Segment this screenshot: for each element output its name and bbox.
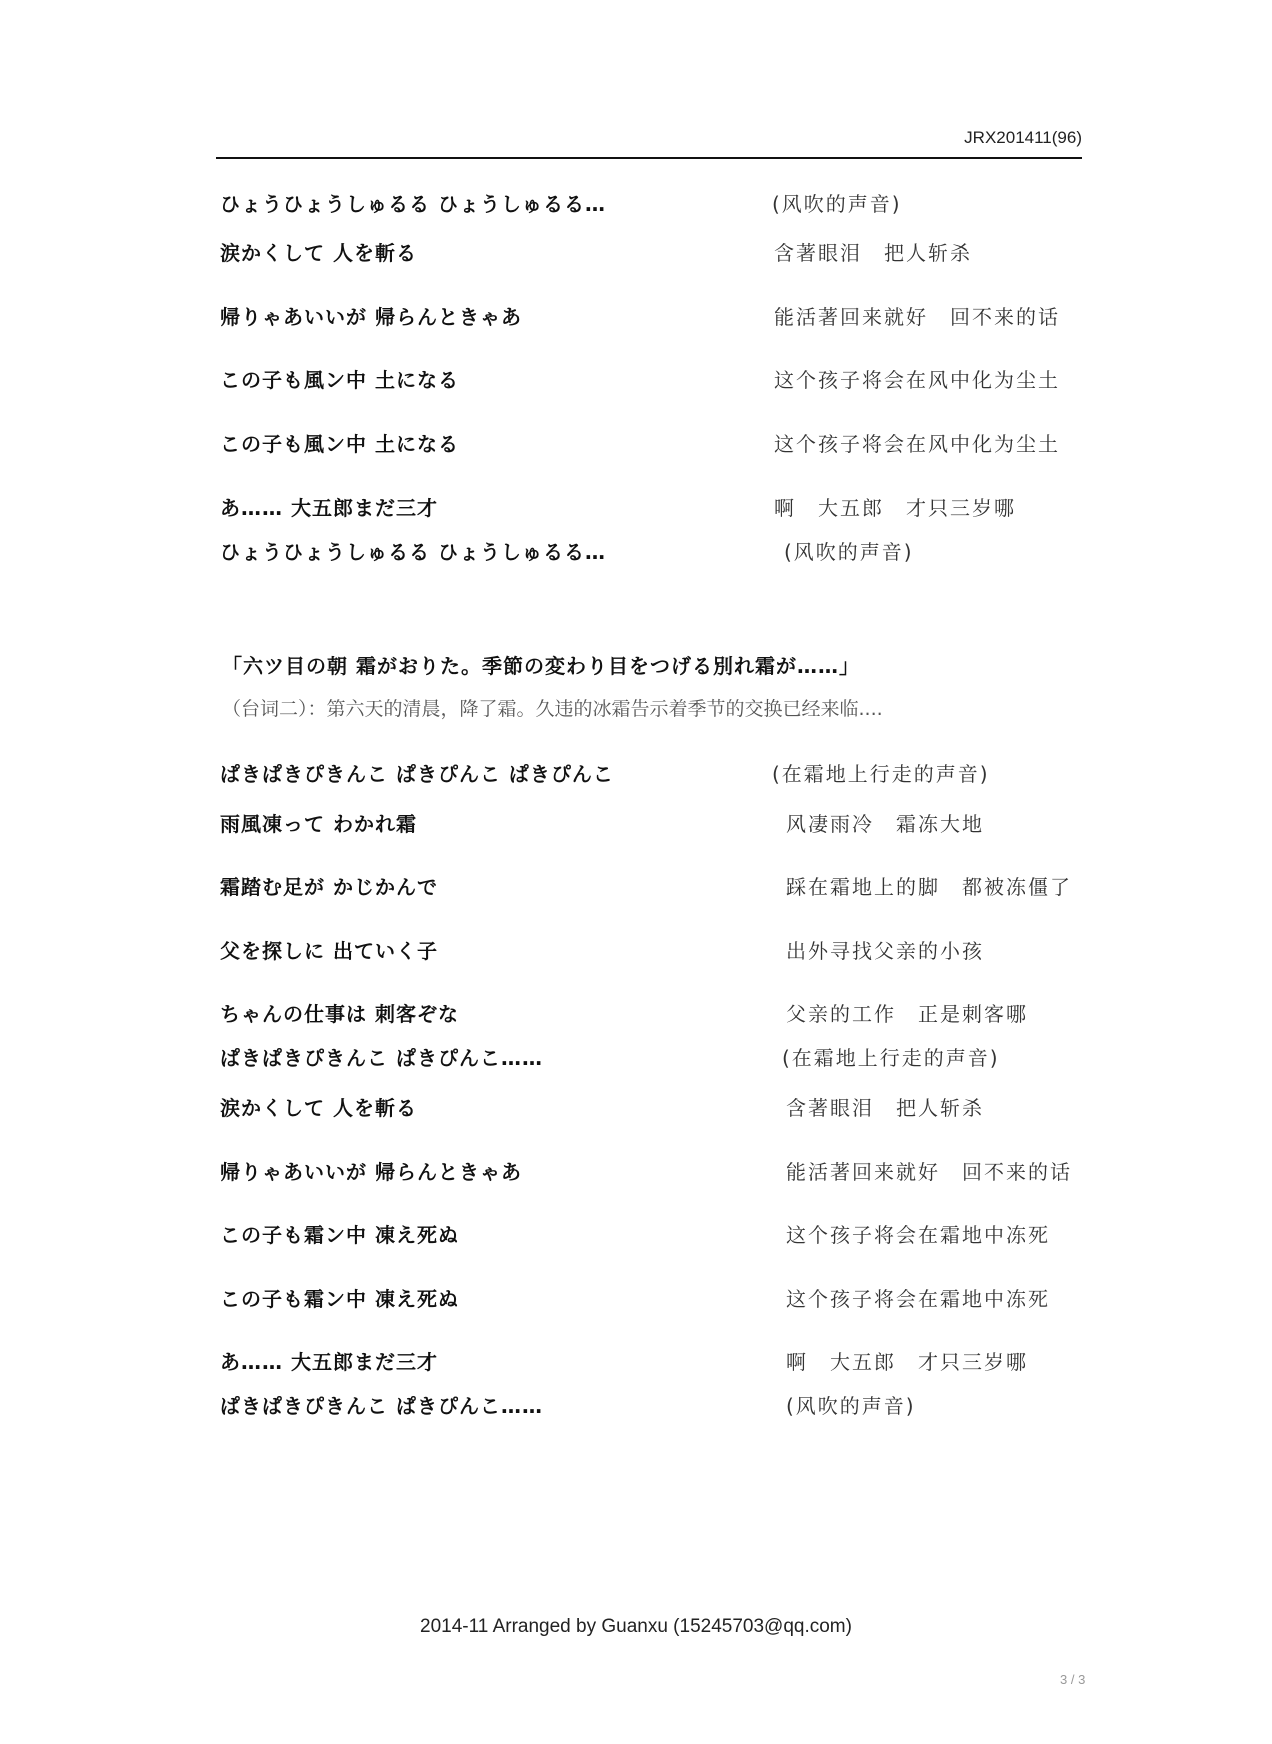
lyric-zh: (风吹的声音)	[772, 192, 902, 216]
lyric-ja: ぱきぱきぴきんこ ぱきぴんこ……	[220, 1394, 543, 1418]
lyric-ja: 雨風凍って わかれ霜	[220, 812, 417, 836]
lyric-zh: 出外寻找父亲的小孩	[786, 939, 984, 963]
lyric-ja: この子も風ン中 土になる	[220, 432, 459, 456]
dialogue-zh: （台词二）：第六天的清晨，降了霜。久违的冰霜告示着季节的交换已经来临....	[222, 698, 883, 720]
footer-credit: 2014-11 Arranged by Guanxu (15245703@qq.com)	[420, 1616, 852, 1637]
document-code: JRX201411(96)	[964, 128, 1082, 147]
lyric-zh: 这个孩子将会在风中化为尘土	[774, 432, 1060, 456]
lyric-ja: 帰りゃあいいが 帰らんときゃあ	[220, 1160, 522, 1184]
lyric-zh: 风凄雨冷 霜冻大地	[786, 812, 984, 836]
page-number: 3 / 3	[1060, 1672, 1086, 1687]
lyric-ja: あ…… 大五郎まだ三才	[220, 1350, 438, 1374]
lyric-zh: (在霜地上行走的声音)	[782, 1046, 1000, 1070]
lyric-ja: この子も霜ン中 凍え死ぬ	[220, 1287, 459, 1311]
lyric-zh: (在霜地上行走的声音)	[772, 762, 990, 786]
lyric-ja: 霜踏む足が かじかんで	[220, 875, 438, 899]
lyric-ja: ぱきぱきぴきんこ ぱきぴんこ……	[220, 1046, 543, 1070]
dialogue-ja: 「六ツ目の朝 霜がおりた。季節の変わり目をつげる別れ霜が……」	[222, 654, 860, 678]
lyric-zh: 能活著回来就好 回不来的话	[786, 1160, 1072, 1184]
lyric-ja: ちゃんの仕事は 刺客ぞな	[220, 1002, 459, 1026]
lyric-zh: (风吹的声音)	[784, 540, 914, 564]
lyric-ja: 涙かくして 人を斬る	[220, 241, 417, 265]
lyric-zh: (风吹的声音)	[786, 1394, 916, 1418]
lyric-zh: 啊 大五郎 才只三岁哪	[786, 1350, 1028, 1374]
lyric-ja: ひょうひょうしゅるる ひょうしゅるる…	[220, 540, 606, 564]
lyric-zh: 含著眼泪 把人斩杀	[786, 1096, 984, 1120]
lyric-zh: 这个孩子将会在霜地中冻死	[786, 1223, 1050, 1247]
lyric-ja: ぱきぱきぴきんこ ぱきぴんこ ぱきぴんこ	[220, 762, 614, 786]
lyric-zh: 啊 大五郎 才只三岁哪	[774, 496, 1016, 520]
lyric-zh: 能活著回来就好 回不来的话	[774, 305, 1060, 329]
lyric-ja: この子も風ン中 土になる	[220, 368, 459, 392]
lyric-ja: あ…… 大五郎まだ三才	[220, 496, 438, 520]
lyric-zh: 这个孩子将会在风中化为尘土	[774, 368, 1060, 392]
lyric-ja: この子も霜ン中 凍え死ぬ	[220, 1223, 459, 1247]
lyric-zh: 这个孩子将会在霜地中冻死	[786, 1287, 1050, 1311]
lyric-ja: 帰りゃあいいが 帰らんときゃあ	[220, 305, 522, 329]
lyric-zh: 父亲的工作 正是刺客哪	[786, 1002, 1028, 1026]
lyric-zh: 含著眼泪 把人斩杀	[774, 241, 972, 265]
lyric-zh: 踩在霜地上的脚 都被冻僵了	[786, 875, 1072, 899]
lyric-ja: ひょうひょうしゅるる ひょうしゅるる…	[220, 192, 606, 216]
lyric-ja: 父を探しに 出ていく子	[220, 939, 438, 963]
lyric-ja: 涙かくして 人を斬る	[220, 1096, 417, 1120]
header-rule	[216, 157, 1082, 159]
